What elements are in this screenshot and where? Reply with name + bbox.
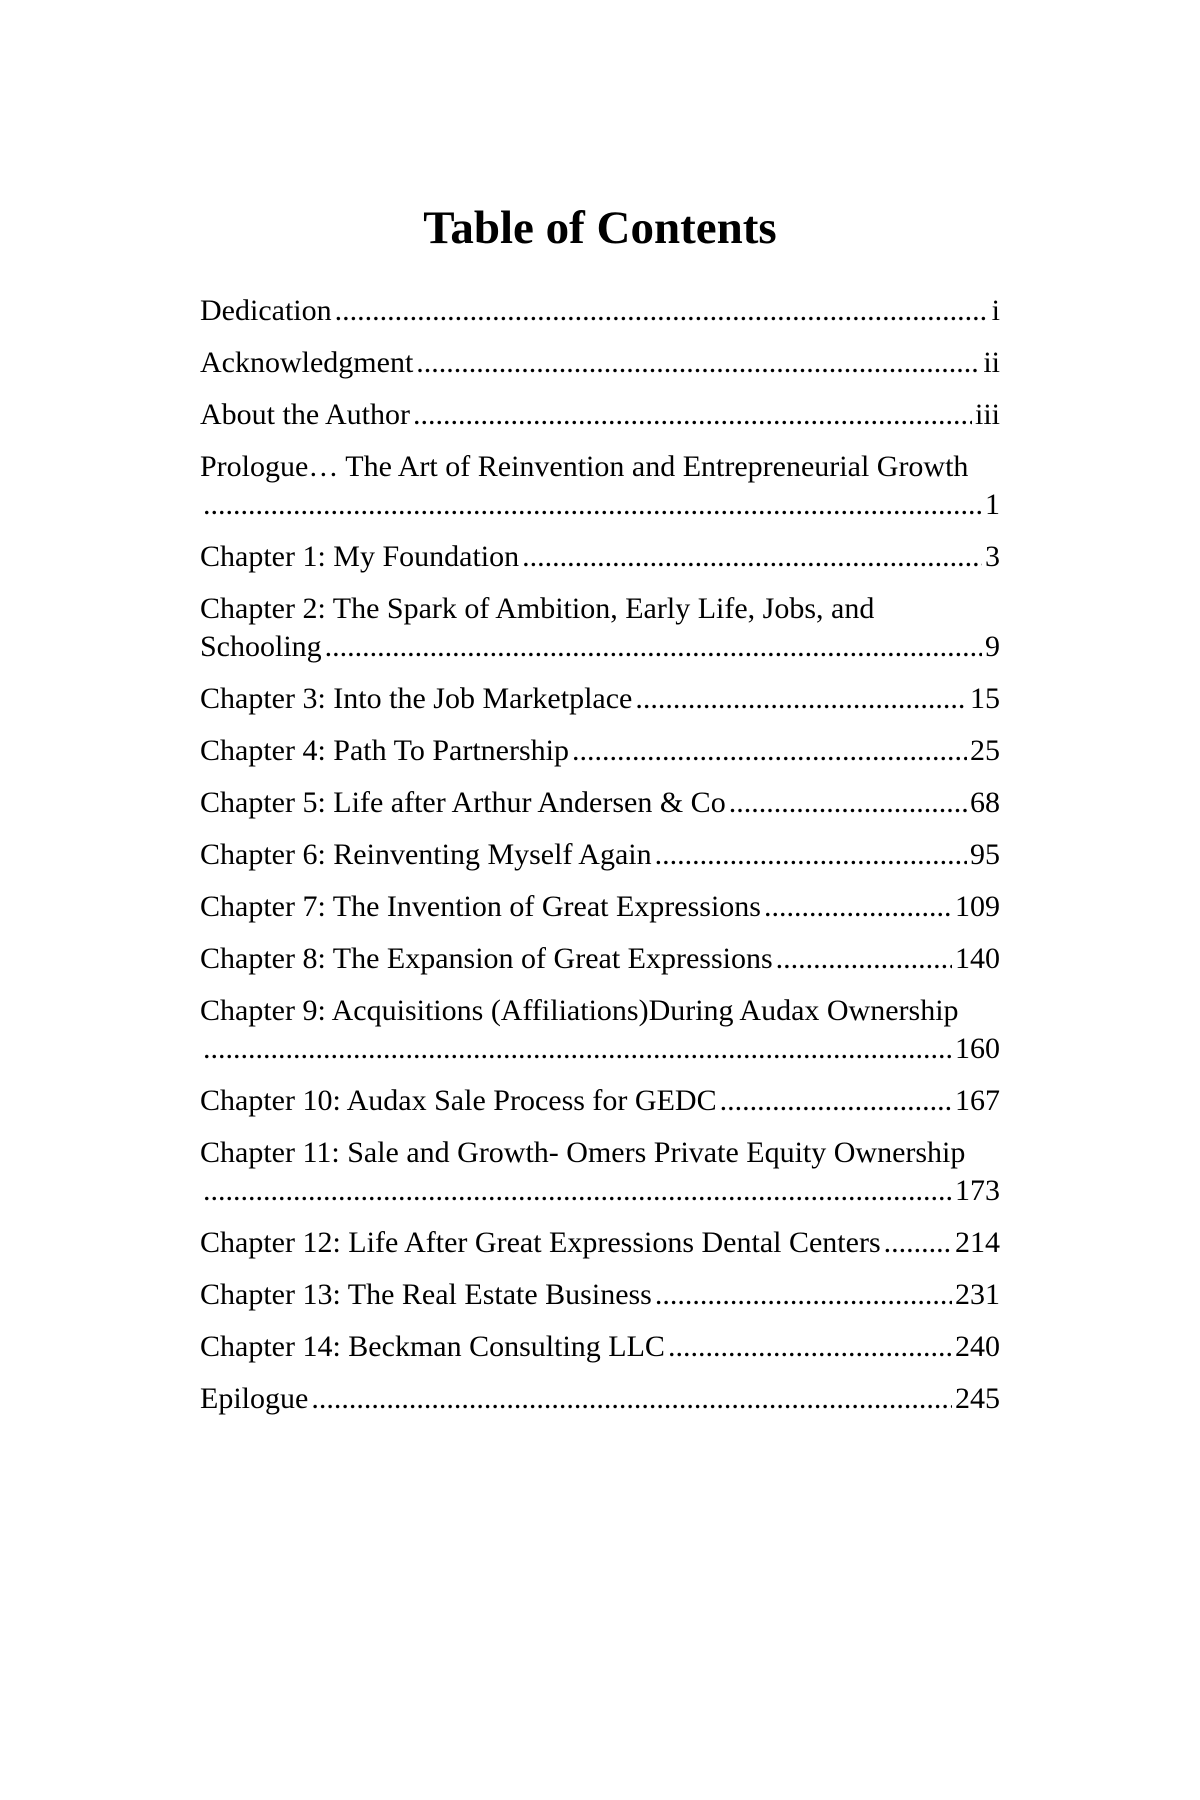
toc-page-number: 9 [985, 630, 1000, 663]
toc-entry-row [200, 628, 1000, 666]
toc-entry-row [200, 1276, 1000, 1314]
toc-entry-label: Chapter 5: Life after Arthur Andersen & Co [200, 786, 726, 819]
toc-entry-label: Dedication [200, 294, 332, 327]
toc-entry-row [200, 888, 1000, 926]
toc-page-number: 109 [955, 890, 1000, 923]
toc-entry[interactable] [200, 1328, 1000, 1366]
dot-leader [325, 628, 982, 666]
toc-entry-row [200, 784, 1000, 822]
dot-leader [335, 292, 989, 330]
toc-entry-row [200, 292, 1000, 330]
toc-entry-row [200, 1328, 1000, 1366]
toc-entry-label: Chapter 12: Life After Great Expressions Dental Centers [200, 1226, 881, 1259]
toc-page-number: 25 [970, 734, 1000, 767]
toc-entry[interactable] [200, 292, 1000, 330]
toc-page-number: 68 [970, 786, 1000, 819]
dot-leader [416, 344, 980, 382]
toc-entry-row [200, 1224, 1000, 1262]
dot-leader [668, 1328, 952, 1366]
toc-entry-row [200, 1030, 1000, 1068]
toc-entry-row [200, 1172, 1000, 1210]
dot-leader [203, 1172, 952, 1210]
toc-entry-first-line: Chapter 2: The Spark of Ambition, Early Life, Jobs, and [200, 592, 875, 625]
dot-leader [522, 538, 982, 576]
toc-entry[interactable] [200, 732, 1000, 770]
toc-entry-label: Chapter 8: The Expansion of Great Expressions [200, 942, 773, 975]
toc-page-number: i [991, 294, 1000, 327]
toc-entry[interactable] [200, 1134, 1000, 1210]
dot-leader [764, 888, 952, 926]
dot-leader [413, 396, 972, 434]
toc-entry-label: Chapter 14: Beckman Consulting LLC [200, 1330, 665, 1363]
toc-entry-row [200, 732, 1000, 770]
toc-entry-row [200, 538, 1000, 576]
toc-entry-row [200, 486, 1000, 524]
toc-entry-row [200, 1380, 1000, 1418]
toc-page-number: 160 [955, 1032, 1000, 1065]
toc-entry-row [200, 680, 1000, 718]
toc-entry-label: About the Author [200, 398, 410, 431]
dot-leader [572, 732, 967, 770]
toc-page-number: 245 [955, 1382, 1000, 1415]
toc-entry-first-line: Chapter 11: Sale and Growth- Omers Private Equity Ownership [200, 1136, 966, 1169]
toc-entry-row [200, 344, 1000, 382]
toc-entry[interactable] [200, 590, 1000, 666]
toc-entry-label: Acknowledgment [200, 346, 414, 379]
toc-list [200, 292, 1000, 1432]
toc-entry-first-line: Chapter 9: Acquisitions (Affiliations)During Audax Ownership [200, 994, 959, 1027]
toc-entry[interactable] [200, 396, 1000, 434]
toc-page-number: 95 [970, 838, 1000, 871]
dot-leader [729, 784, 967, 822]
toc-entry-label: Chapter 6: Reinventing Myself Again [200, 838, 652, 871]
dot-leader [884, 1224, 952, 1262]
page-title: Table of Contents [423, 202, 777, 254]
toc-entry-label: Epilogue [200, 1382, 309, 1415]
toc-entry[interactable] [200, 1224, 1000, 1262]
toc-entry[interactable] [200, 836, 1000, 874]
toc-entry-label: Chapter 4: Path To Partnership [200, 734, 569, 767]
toc-entry-label: Chapter 3: Into the Job Marketplace [200, 682, 633, 715]
toc-page-number: 231 [955, 1278, 1000, 1311]
toc-entry[interactable] [200, 1082, 1000, 1120]
dot-leader [655, 836, 967, 874]
toc-page-number: 240 [955, 1330, 1000, 1363]
toc-entry-label: Chapter 1: My Foundation [200, 540, 520, 573]
toc-entry[interactable] [200, 992, 1000, 1068]
toc-page-number: 15 [970, 682, 1000, 715]
toc-page-number: ii [983, 346, 1000, 379]
dot-leader [203, 1030, 952, 1068]
toc-entry-row [200, 1082, 1000, 1120]
toc-page-number: 214 [955, 1226, 1000, 1259]
toc-page-number: 140 [955, 942, 1000, 975]
toc-page-number: 167 [955, 1084, 1000, 1117]
toc-entry[interactable] [200, 1380, 1000, 1418]
toc-entry-label: Chapter 10: Audax Sale Process for GEDC [200, 1084, 717, 1117]
toc-entry-label: Chapter 7: The Invention of Great Expressions [200, 890, 761, 923]
toc-entry-label: Schooling [200, 630, 322, 663]
toc-entry-row [200, 940, 1000, 978]
toc-entry-row [200, 396, 1000, 434]
toc-page-number: iii [974, 398, 1000, 431]
toc-entry[interactable] [200, 1276, 1000, 1314]
toc-entry[interactable] [200, 448, 1000, 524]
toc-entry[interactable] [200, 784, 1000, 822]
toc-entry[interactable] [200, 940, 1000, 978]
toc-page-number: 3 [985, 540, 1000, 573]
dot-leader [720, 1082, 952, 1120]
toc-entry[interactable] [200, 680, 1000, 718]
dot-leader [655, 1276, 952, 1314]
dot-leader [776, 940, 952, 978]
toc-entry[interactable] [200, 888, 1000, 926]
toc-entry-label: Chapter 13: The Real Estate Business [200, 1278, 652, 1311]
toc-entry[interactable] [200, 538, 1000, 576]
dot-leader [635, 680, 967, 718]
toc-entry[interactable] [200, 344, 1000, 382]
toc-entry-row [200, 836, 1000, 874]
dot-leader [203, 486, 982, 524]
toc-page-number: 1 [985, 488, 1000, 521]
dot-leader [311, 1380, 952, 1418]
toc-page-number: 173 [955, 1174, 1000, 1207]
toc-entry-first-line: Prologue… The Art of Reinvention and Entrepreneurial Growth [200, 450, 969, 483]
